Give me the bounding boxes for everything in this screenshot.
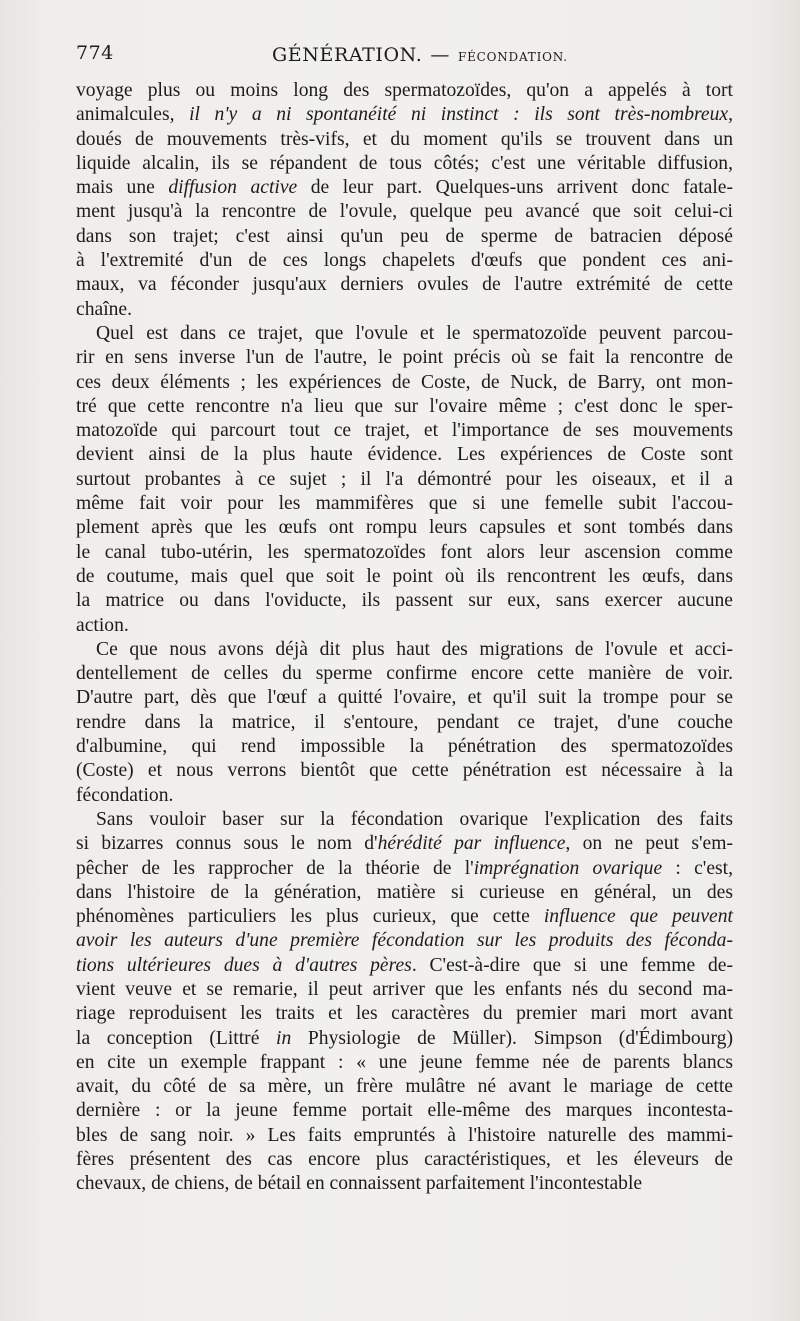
text-line: fécondation. <box>76 784 174 806</box>
paragraph <box>76 322 733 638</box>
text-line: matozoïde qui parcourt tout ce trajet, et l'importance de ses mouvements <box>76 420 733 442</box>
text-line: avait, du côté de sa mère, un frère mulâtre né avant le mariage de cette <box>76 1076 733 1098</box>
text-line: pêcher de les rapprocher de la théorie de l'imprégnation ovarique : c'est, <box>76 857 733 879</box>
text-line: dernière : or la jeune femme portait elle-même des marques incontesta- <box>76 1100 733 1122</box>
italic-text: influence que peuvent <box>543 906 733 928</box>
text-line: de coutume, mais quel que soit le point où ils rencontrent les œufs, dans <box>76 565 733 587</box>
text-line: dans son trajet; c'est ainsi qu'un peu de sperme de batracien déposé <box>76 225 733 247</box>
text-line: la conception (Littré in Physiologie de Müller). Simpson (d'Édimbourg) <box>76 1027 733 1049</box>
italic-text: hérédité par influence <box>377 833 566 855</box>
text-line: Sans vouloir baser sur la fécondation ovarique l'explication des faits <box>96 808 733 830</box>
text-line: si bizarres connus sous le nom d'hérédité par influence, on ne peut s'em- <box>76 833 733 855</box>
text-line: ment jusqu'à la rencontre de l'ovule, quelque peu avancé que soit celui-ci <box>76 201 733 223</box>
italic-text: diffusion active <box>168 177 298 199</box>
text-line: chaîne. <box>76 298 133 320</box>
paragraph <box>76 808 733 1197</box>
text-line: vient veuve et se remarie, il peut arriver que les enfants nés du second ma- <box>76 978 733 1000</box>
text-line: chevaux, de chiens, de bétail en connaissent parfaitement l'incontestable <box>76 1173 643 1195</box>
text-line: même fait voir pour les mammifères que si une femelle subit l'accou- <box>76 493 733 515</box>
body-text <box>76 79 733 1197</box>
text-line: fères présentent des cas encore plus caractéristiques, et les éleveurs de <box>76 1149 733 1171</box>
text-line: surtout probantes à ce sujet ; il l'a démontré pour les oiseaux, et il a <box>76 468 733 490</box>
text-line: doués de mouvements très-vifs, et du moment qu'ils se trouvent dans un <box>76 128 733 150</box>
running-title <box>272 44 568 66</box>
text-line: Ce que nous avons déjà dit plus haut des migrations de l'ovule et acci- <box>96 638 733 660</box>
italic-text: in <box>276 1027 292 1049</box>
text-line: voyage plus ou moins long des spermatozoïdes, qu'on a appelés à tort <box>76 80 733 101</box>
paragraph <box>76 79 733 322</box>
running-title-main: GÉNÉRATION. <box>272 44 423 66</box>
italic-text: tions ultérieures dues à d'autres pères <box>76 954 412 976</box>
text-line: tions ultérieures dues à d'autres pères. C'est-à-dire que si une femme de- <box>76 954 733 976</box>
text-line: liquide alcalin, ils se répandent de tous côtés; c'est une véritable diffusion, <box>76 152 733 174</box>
text-line: la matrice ou dans l'oviducte, ils passent sur eux, sans exercer aucune <box>76 590 733 612</box>
text-line: dentellement de celles du sperme confirme encore cette manière de voir. <box>76 663 733 685</box>
page-header <box>76 42 736 74</box>
italic-text: avoir les auteurs d'une première fécondation sur les produits des féconda- <box>76 930 733 952</box>
text-line: le canal tubo-utérin, les spermatozoïdes font alors leur ascension comme <box>76 541 733 563</box>
text-line: tré que cette rencontre n'a lieu que sur l'ovaire même ; c'est donc le sper- <box>76 395 733 417</box>
text-line: devient ainsi de la plus haute évidence. Les expériences de Coste sont <box>76 444 733 466</box>
text-line <box>76 929 733 953</box>
text-line: rir en sens inverse l'un de l'autre, le point précis où se fait la rencontre de <box>76 347 733 369</box>
italic-text: imprégnation ovarique <box>473 857 663 879</box>
text-line: à l'extremité d'un de ces longs chapelets d'œufs que pondent ces ani- <box>76 250 733 272</box>
text-line: action. <box>76 614 129 636</box>
running-title-subtitle: FÉCONDATION. <box>457 50 568 64</box>
text-line: en cite un exemple frappant : « une jeune femme née de parents blancs <box>76 1051 733 1073</box>
text-line: mais une diffusion active de leur part. Quelques-uns arrivent donc fatale- <box>76 177 733 199</box>
page-number: 774 <box>76 42 114 64</box>
text-line: Quel est dans ce trajet, que l'ovule et le spermatozoïde peuvent parcou- <box>96 322 733 344</box>
text-line: bles de sang noir. » Les faits empruntés à l'histoire naturelle des mammi- <box>76 1124 733 1146</box>
text-line: maux, va féconder jusqu'aux derniers ovules de l'autre extrémité de cette <box>76 274 733 296</box>
text-line: ces deux éléments ; les expériences de Coste, de Nuck, de Barry, ont mon- <box>76 371 733 393</box>
text-line: rendre dans la matrice, il s'entoure, pendant ce trajet, d'une couche <box>76 711 733 733</box>
italic-text: , il n'y a ni spontanéité ni instinct : ils sont très-nombreux, <box>169 104 733 126</box>
text-line: plement après que les œufs ont rompu leurs capsules et sont tombés dans <box>76 517 733 539</box>
text-line: d'albumine, qui rend impossible la pénétration des spermatozoïdes <box>76 736 733 758</box>
text-line: riage reproduisent les traits et les caractères du premier mari mort avant <box>76 1003 733 1025</box>
text-line: (Coste) et nous verrons bientôt que cette pénétration est nécessaire à la <box>76 760 733 782</box>
text-line: D'autre part, dès que l'œuf a quitté l'ovaire, et qu'il suit la trompe pour se <box>76 687 733 709</box>
text-line: dans l'histoire de la génération, matière si curieuse en général, un des <box>76 881 733 903</box>
text-line: animalcules, il n'y a ni spontanéité ni instinct : ils sont très-nombreux, <box>76 104 733 126</box>
paragraph <box>76 638 733 808</box>
running-title-dash: — <box>430 44 450 66</box>
text-line: phénomènes particuliers les plus curieux, que cette influence que peuvent <box>76 906 733 928</box>
